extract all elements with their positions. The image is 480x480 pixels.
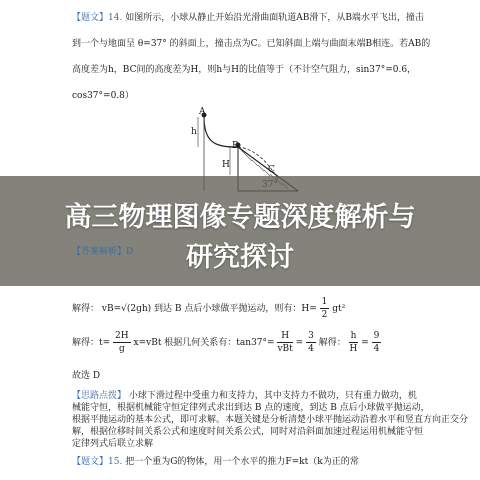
hint-tag: 【思路点拨】 <box>72 391 127 401</box>
analysis-line <box>72 246 133 258</box>
q14-line4: cos37°=0.8） <box>72 91 134 101</box>
solution-line1: 解得： vB=√(2gh) 到达 B 点后小球做平抛运动，则有：H= $\frac{1}{2}$ gt² <box>72 297 346 320</box>
label-A: A <box>199 107 206 117</box>
hint-line1: 【思路点拨】 小球下滑过程中受重力和支持力，其中支持力不做功，只有重力做功，机 <box>72 391 417 401</box>
hint-line2: 械能守恒，根据机械能守恒定律列式求出到达 B 点的速度，到达 B 点后小球做平抛运动， <box>72 403 430 413</box>
fraction-H1: $\frac{H}{\text{vBt}}$ <box>277 331 293 354</box>
label-H: H <box>222 160 230 170</box>
choose-line: 故选 D <box>72 371 101 381</box>
label-B: B <box>232 141 239 151</box>
q14-line2: 到一个与地面呈 θ=37° 的斜面上，撞击点为C。已知斜面上端与曲面末端B相连。若AB的 <box>72 39 431 49</box>
label-C: C <box>268 165 275 175</box>
hint-line3: 根据平抛运动的基本公式，即可求解。本题关键是分析清楚小球平抛运动沿着水平和竖直方向正交分 <box>72 415 469 425</box>
q14-line1: 【题文】14. 如图所示，小球从静止开始沿光滑曲面轨道AB滑下，从B端水平飞出，撞击 <box>72 13 424 23</box>
question15-tag: 【题文】15. <box>72 457 123 467</box>
fraction-94: $\frac{9}{4}$ <box>373 331 380 354</box>
q15-line1: 【题文】15. 把一个重为G的物体，用一个水平的推力F=kt（k为正的常 <box>72 457 359 467</box>
banner-title-line1: 高三物理图像专题深度解析与 <box>64 202 416 233</box>
label-h: h <box>191 127 197 137</box>
banner-title-line2: 研究探讨 <box>186 242 294 273</box>
hint-line4: 解，根据位移时间关系公式和速度时间关系公式，同时对沿斜面加速过程运用机械能守恒 <box>72 427 424 437</box>
answer-analysis-tag: 【答案解析】D <box>72 247 134 257</box>
fraction-hH: $\frac{h}{H}$ <box>349 331 358 354</box>
q14-line3: 高度差为h，BC间的高度差为H，则h与H的比值等于（不计空气阻力，sin37°=0.6， <box>72 65 417 75</box>
fraction-half: $\frac{1}{2}$ <box>321 297 328 320</box>
fraction-t: $\frac{2H}{g}$ <box>115 331 129 354</box>
fraction-34: $\frac{3}{4}$ <box>308 331 314 354</box>
question-tag: 【题文】14. <box>72 13 123 23</box>
hint-line5: 定律列式后联立求解 <box>72 439 154 449</box>
solution-line2: 解得：t= $\frac{2H}{g}$ x=vBt 根据几何关系有：tan37°= $\frac{H}{\text{vBt}}$ = $\frac{3}{4}$ 解得： $\frac{h}{H}$ = $\frac{9}{4}$ <box>72 331 380 354</box>
